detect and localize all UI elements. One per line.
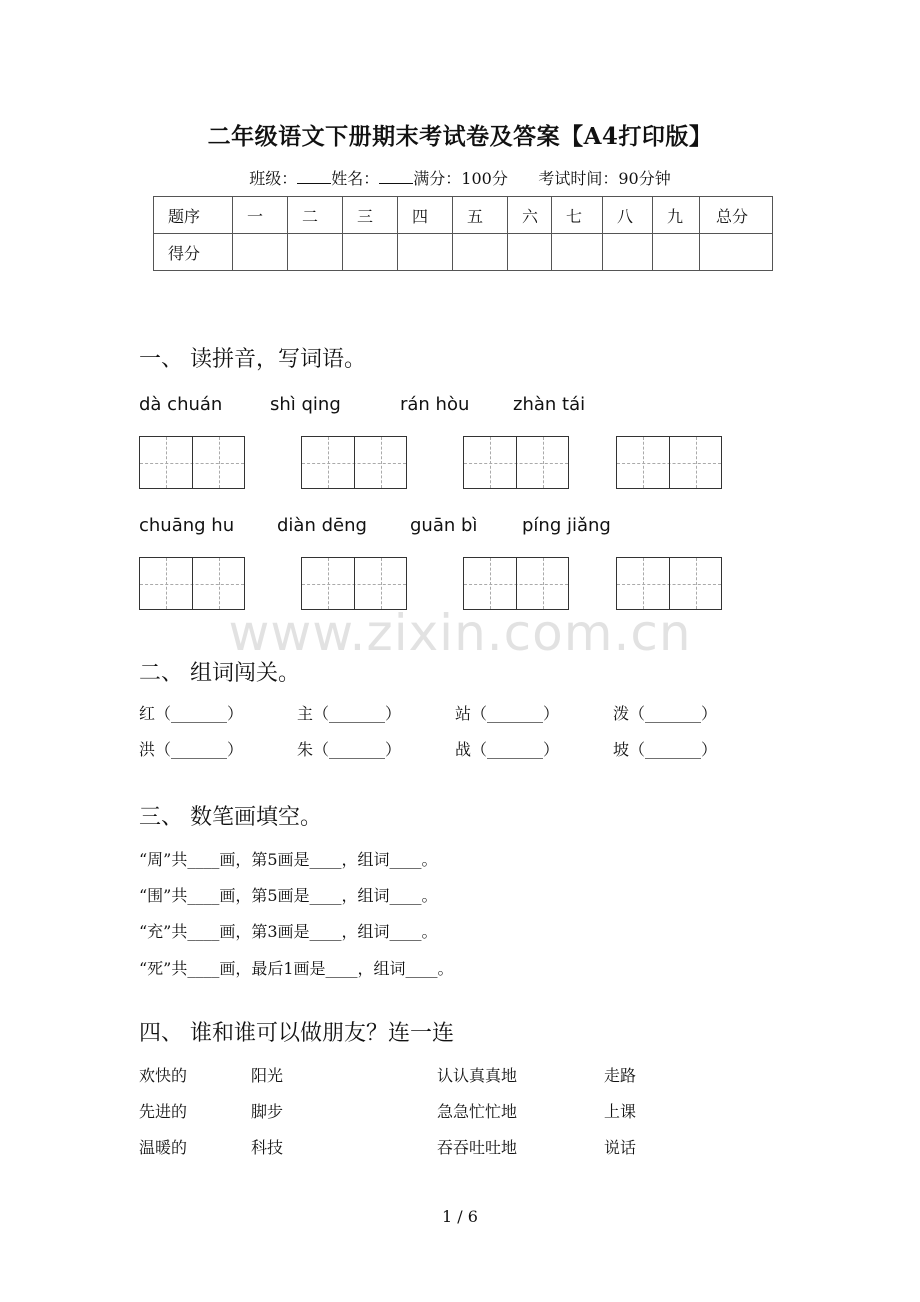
- score-input-cell: [398, 234, 453, 271]
- score-input-cell: [288, 234, 343, 271]
- word-item: 站（_______）: [455, 704, 560, 723]
- table-cell: 一: [233, 197, 288, 234]
- pinyin-label: píng jiǎng: [522, 515, 611, 536]
- match-item: 脚步: [251, 1102, 284, 1121]
- full-score: 满分：100分: [413, 169, 508, 188]
- table-cell: 题序: [154, 197, 233, 234]
- section-1-heading: 一、 读拼音，写词语。: [139, 347, 366, 372]
- match-item: 认认真真地: [437, 1066, 518, 1085]
- pinyin-label: rán hòu: [400, 394, 470, 415]
- score-input-cell: [343, 234, 398, 271]
- word-item: 洪（_______）: [139, 740, 244, 759]
- match-item: 温暖的: [139, 1138, 188, 1157]
- page-number: 1 / 6: [442, 1207, 478, 1226]
- writing-box: [301, 557, 407, 610]
- match-item: 先进的: [139, 1102, 188, 1121]
- score-input-cell: [653, 234, 700, 271]
- match-item: 阳光: [251, 1066, 284, 1085]
- score-input-cell: [453, 234, 508, 271]
- name-blank: [379, 169, 413, 184]
- class-label: 班级：: [249, 169, 298, 188]
- score-input-cell: [552, 234, 603, 271]
- table-cell: 八: [603, 197, 653, 234]
- pinyin-label: diàn dēng: [277, 515, 367, 536]
- stroke-question: “死”共____画，最后1画是____，组词____。: [139, 959, 454, 978]
- exam-info: [0, 166, 920, 189]
- match-item: 科技: [251, 1138, 284, 1157]
- score-input-cell: [700, 234, 773, 271]
- table-cell: 得分: [154, 234, 233, 271]
- score-table-header-row: [154, 197, 773, 234]
- word-item: 泼（_______）: [613, 704, 718, 723]
- table-cell: 七: [552, 197, 603, 234]
- word-item: 朱（_______）: [297, 740, 402, 759]
- writing-box: [616, 557, 722, 610]
- score-table-score-row: [154, 234, 773, 271]
- section-4-heading: 四、 谁和谁可以做朋友？连一连: [139, 1021, 454, 1046]
- word-item: 主（_______）: [297, 704, 402, 723]
- name-label: 姓名：: [331, 169, 380, 188]
- writing-box: [463, 436, 569, 489]
- writing-box: [463, 557, 569, 610]
- pinyin-label: guān bì: [410, 515, 478, 536]
- pinyin-label: shì qing: [270, 394, 341, 415]
- match-item: 说话: [604, 1138, 637, 1157]
- stroke-question: “充”共____画，第3画是____，组词____。: [139, 922, 438, 941]
- match-item: 走路: [604, 1066, 637, 1085]
- score-input-cell: [508, 234, 552, 271]
- pinyin-label: dà chuán: [139, 394, 223, 415]
- table-cell: 四: [398, 197, 453, 234]
- score-table: [153, 196, 773, 271]
- section-3-heading: 三、 数笔画填空。: [139, 805, 322, 830]
- exam-time: 考试时间：90分钟: [538, 169, 671, 188]
- class-blank: [297, 169, 331, 184]
- word-item: 红（_______）: [139, 704, 244, 723]
- match-item: 上课: [604, 1102, 637, 1121]
- page-title: 二年级语文下册期末考试卷及答案【A4打印版】: [207, 123, 713, 150]
- word-item: 坡（_______）: [613, 740, 718, 759]
- pinyin-label: chuāng hu: [139, 515, 235, 536]
- table-cell: 九: [653, 197, 700, 234]
- writing-box: [139, 557, 245, 610]
- match-item: 吞吞吐吐地: [437, 1138, 518, 1157]
- score-input-cell: [603, 234, 653, 271]
- writing-box: [616, 436, 722, 489]
- table-cell: 总分: [700, 197, 773, 234]
- word-item: 战（_______）: [455, 740, 560, 759]
- match-item: 急急忙忙地: [437, 1102, 518, 1121]
- table-cell: 二: [288, 197, 343, 234]
- score-input-cell: [233, 234, 288, 271]
- watermark: www.zixin.com.cn: [228, 604, 692, 662]
- writing-box: [301, 436, 407, 489]
- section-2-heading: 二、 组词闯关。: [139, 661, 300, 686]
- table-cell: 五: [453, 197, 508, 234]
- pinyin-label: zhàn tái: [513, 394, 586, 415]
- stroke-question: “围”共____画，第5画是____，组词____。: [139, 886, 438, 905]
- table-cell: 三: [343, 197, 398, 234]
- writing-box: [139, 436, 245, 489]
- table-cell: 六: [508, 197, 552, 234]
- match-item: 欢快的: [139, 1066, 188, 1085]
- stroke-question: “周”共____画，第5画是____，组词____。: [139, 850, 438, 869]
